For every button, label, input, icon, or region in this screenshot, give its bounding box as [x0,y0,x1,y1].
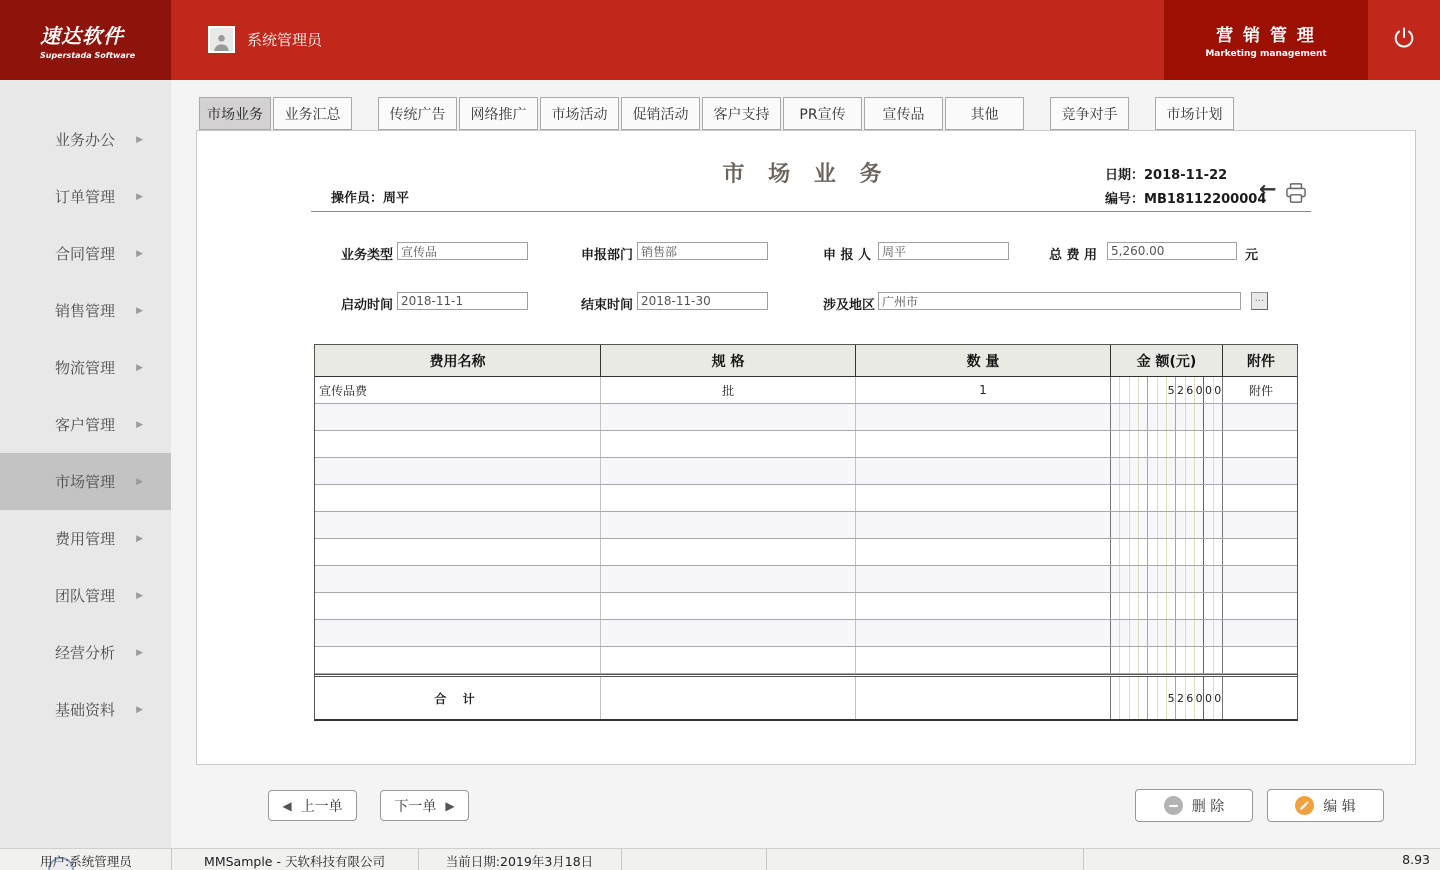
module-title: 营 销 管 理 [1216,26,1316,46]
business-type-input[interactable] [397,242,528,260]
date-value: 2018-11-22 [1144,168,1228,183]
yuan-suffix: 元 [1245,248,1259,263]
total-cost-label: 总 费 用 [1049,248,1098,263]
prev-button-label: 上一单 [300,798,343,815]
chevron-right-icon: ▶ [136,305,143,316]
sidebar-item-label: 团队管理 [55,587,116,605]
back-arrow-icon[interactable]: ← [1259,177,1277,201]
delete-button[interactable] [1135,789,1253,822]
cell-spec: 批 [600,377,855,403]
operator-field [331,187,409,206]
statusbar-user: 用户:系统管理员 [40,854,132,869]
table-empty-rows [315,404,1297,674]
logo [0,0,171,80]
sidebar-item-business-office[interactable] [0,111,171,168]
region-label: 涉及地区 [823,298,876,313]
print-button[interactable] [1285,183,1307,207]
declarant-input[interactable] [878,242,1009,260]
form-panel [196,130,1416,765]
operator-label: 操作员： [331,191,384,206]
total-spec-cell [600,677,855,719]
date-field [1105,164,1227,183]
next-button-label: 下一单 [394,798,437,815]
doc-no-label: 编号： [1105,192,1145,207]
status-bar [0,848,1440,870]
sidebar-item-label: 业务办公 [55,131,116,149]
sidebar-item-label: 经营分析 [55,644,116,662]
chevron-right-icon: ▶ [136,704,143,715]
cell-qty: 1 [855,377,1110,403]
statusbar-date: 当前日期:2019年3月18日 [445,854,594,869]
chevron-right-icon: ▶ [136,419,143,430]
total-amount-ledger: 5 2 6 0 0 0 [1111,677,1222,719]
tab-business-summary[interactable]: 业务汇总 [273,97,352,130]
sidebar-item-expense-mgmt[interactable] [0,510,171,567]
col-header-qty: 数 量 [855,345,1110,376]
tab-online-promotion[interactable]: 网络推广 [459,97,538,130]
chevron-right-icon: ▶ [136,533,143,544]
form-title: 市 场 业 务 [722,162,890,187]
statusbar-divider [1083,849,1084,870]
sidebar-item-label: 物流管理 [55,359,116,377]
business-type-label: 业务类型 [341,248,394,263]
tab-promo-activity[interactable]: 促销活动 [621,97,700,130]
expense-table [314,344,1298,721]
end-date-input[interactable] [637,292,768,310]
pencil-icon [1295,796,1314,815]
sidebar-item-label: 市场管理 [55,473,116,491]
region-browse-button[interactable]: ... [1251,292,1268,310]
main-content [171,80,1440,848]
total-label: 合 计 [434,691,481,706]
statusbar-version: 8.93 [1402,852,1430,867]
table-empty-row [315,485,1297,512]
logo-subtitle: Superstada Software [40,51,136,60]
table-row[interactable] [315,377,1297,404]
tab-competitors[interactable]: 竞争对手 [1050,97,1129,130]
declare-dept-input[interactable] [637,242,768,260]
module-subtitle: Marketing management [1205,49,1327,59]
doc-no-field [1105,188,1266,207]
minus-icon [1164,796,1183,815]
table-total-row [315,674,1297,719]
delete-button-label: 删 除 [1191,798,1225,815]
tab-market-business[interactable]: 市场业务 [199,97,271,130]
doc-no-value: MB18112200004 [1144,192,1267,207]
tab-pr[interactable]: PR宣传 [783,97,862,130]
sidebar-item-order-mgmt[interactable] [0,168,171,225]
chevron-right-icon: ▶ [136,476,143,487]
module-banner [1164,0,1368,80]
sidebar-item-label: 客户管理 [55,416,116,434]
table-header-row [315,345,1297,377]
statusbar-company: MMSample - 天软科技有限公司 [204,854,385,869]
tab-market-plan[interactable]: 市场计划 [1155,97,1234,130]
table-empty-row [315,512,1297,539]
table-empty-row [315,620,1297,647]
region-input[interactable] [878,292,1241,310]
sidebar-item-label: 基础资料 [55,701,116,719]
start-date-label: 启动时间 [341,298,394,313]
operator-value: 周平 [383,191,410,206]
power-icon [1392,26,1416,54]
statusbar-divider [766,849,767,870]
sidebar-item-label: 订单管理 [55,188,116,206]
statusbar-divider [621,849,622,870]
total-qty-cell [855,677,1110,719]
logo-title: 速达软件 [40,24,124,48]
table-empty-row [315,539,1297,566]
prev-record-button[interactable] [268,790,357,821]
sidebar-item-market-mgmt[interactable] [0,453,171,510]
printer-icon [1285,188,1307,207]
table-empty-row [315,404,1297,431]
table-empty-row [315,431,1297,458]
chevron-right-icon: ▶ [136,191,143,202]
sidebar-item-label: 合同管理 [55,245,116,263]
chevron-right-icon: ▶ [136,362,143,373]
col-header-amount: 金 额(元) [1110,345,1222,376]
sidebar-item-sales-mgmt[interactable] [0,282,171,339]
date-label: 日期： [1105,168,1145,183]
col-header-attachment: 附件 [1222,345,1299,376]
total-attachment-cell [1222,677,1299,719]
chevron-right-icon: ▶ [136,590,143,601]
next-arrow-icon: ▶ [445,798,455,813]
start-date-input[interactable] [397,292,528,310]
tab-bar [199,96,1236,130]
table-empty-row [315,458,1297,485]
edit-button-label: 编 辑 [1323,798,1356,815]
col-header-expense-name: 费用名称 [429,353,486,370]
sidebar-item-base-data[interactable] [0,681,171,738]
table-empty-row [315,566,1297,593]
tab-other[interactable]: 其他 [945,97,1024,130]
prev-arrow-icon: ◀ [282,798,292,813]
declarant-label: 申 报 人 [823,248,872,263]
declare-dept-label: 申报部门 [581,248,634,263]
user-avatar-icon [208,26,235,53]
header-divider [311,211,1311,212]
tab-customer-support[interactable]: 客户支持 [702,97,781,130]
top-header [0,0,1440,80]
sidebar-item-business-analysis[interactable] [0,624,171,681]
table-empty-row [315,647,1297,674]
col-header-spec: 规 格 [600,345,855,376]
total-cost-input[interactable] [1107,242,1237,260]
sidebar [0,80,171,848]
sidebar-item-logistics-mgmt[interactable] [0,339,171,396]
sidebar-item-customer-mgmt[interactable] [0,396,171,453]
end-date-label: 结束时间 [581,298,634,313]
next-record-button[interactable] [380,790,469,821]
chevron-right-icon: ▶ [136,248,143,259]
edit-button[interactable] [1267,789,1384,822]
sidebar-item-label: 销售管理 [55,302,116,320]
amount-ledger: 5 2 6 0 0 0 [1111,377,1222,403]
table-empty-row [315,593,1297,620]
tab-promo-materials[interactable]: 宣传品 [864,97,943,130]
chevron-right-icon: ▶ [136,134,143,145]
sidebar-item-team-mgmt[interactable] [0,567,171,624]
current-user [208,26,322,53]
cell-amount [1110,377,1222,403]
chevron-right-icon: ▶ [136,647,143,658]
tab-traditional-ads[interactable]: 传统广告 [378,97,457,130]
total-amount-cell [1110,677,1222,719]
cell-expense-name: 宣传品费 [319,383,368,398]
sidebar-item-contract-mgmt[interactable] [0,225,171,282]
sidebar-item-label: 费用管理 [55,530,116,548]
user-name: 系统管理员 [247,31,323,49]
cell-attachment-link[interactable]: 附件 [1222,377,1299,403]
tab-market-activity[interactable]: 市场活动 [540,97,619,130]
power-button[interactable] [1368,0,1440,80]
